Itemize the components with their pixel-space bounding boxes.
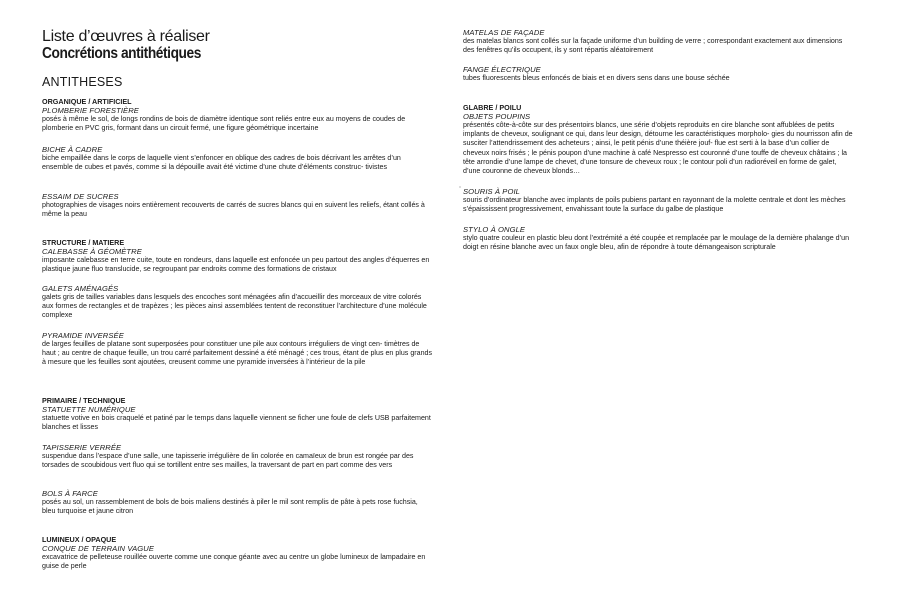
entry-title: ESSAIM DE SUCRES — [42, 192, 119, 201]
divider-mark — [459, 186, 461, 188]
category-heading: GLABRE / POILU — [463, 103, 522, 112]
entry — [42, 145, 432, 172]
page-title-line2: Concrétions antithétiques — [42, 45, 201, 62]
entry — [42, 535, 432, 571]
entry-body: des matelas blancs sont collés sur la façade uniforme d’un building de verre ; correspondant exactement aux dimensions des fenêtres qu’ils occupent, ils y sont répartis aléatoirement — [463, 37, 843, 55]
entry-title: CALEBASSE À GÉOMÈTRE — [42, 247, 142, 256]
entry-body: imposante calebasse en terre cuite, toute en rondeurs, dans laquelle est enfoncée un peu partout des angles d’équerres en plastique jaune fluo translucide, se regroupant par endroits comme des formations de cristaux — [42, 256, 430, 274]
entry-body: présentés côte-à-côte sur des présentoirs blancs, une série d’objets reproduits en cire blanche sont affublées de petits implants de cheveux, soulignant ce qui, dans leur design, détourne les caractéristiques morpholo- gies du nourrisson afin de susciter l’attendrissement des acheteurs ; ainsi, le petit pénis d’une théière jouf- flue est serti à la base d’un collier de cheveux noirs frisés ; le pénis poupon d’une machine à café Nespresso est couronné d’une touffe de cheveux châtains ; la tête arrondie d’une lampe de chevet, d’une tonsure de cheveux roux ; le contour poli d’un radioréveil en forme de galet, d’une couronne de cheveux blonds… — [463, 121, 853, 176]
entry — [42, 192, 432, 219]
entry-body: photographies de visages noirs entièrement recouverts de carrés de sucres blancs qui en suivent les reliefs, étant collés à même la peau — [42, 201, 425, 219]
entry — [42, 97, 432, 133]
entry-body: tubes fluorescents bleus enfoncés de biais et en divers sens dans une bouse séchée — [463, 74, 730, 82]
entry — [42, 489, 432, 516]
entry-body: suspendue dans l’espace d’une salle, une tapisserie irrégulière de lin colorée en camaïeux de brun est rongée par des torsades de scoubidous vert fluo qui se tortillent entre ses mailles, la traversant de part en part comme des vers — [42, 452, 414, 470]
entry — [42, 443, 432, 470]
entry — [42, 284, 432, 321]
entry-title: FANGE ÉLECTRIQUE — [463, 65, 541, 74]
entry-body: excavatrice de pelleteuse rouillée ouverte comme une conque géante avec au centre un globe lumineux de lampadaire en guise de perle — [42, 553, 426, 571]
entry-title: CONQUE DE TERRAIN VAGUE — [42, 544, 155, 553]
entry-title: MATELAS DE FAÇADE — [463, 28, 545, 37]
entry — [42, 238, 432, 274]
entry-body: galets gris de tailles variables dans lesquels des encoches sont ménagées afin d’accueillir des morceaux de vitre colorés aux formes de rectangles et de trapèzes ; les pièces ainsi assemblées tentent de reconstituer l’architecture d’une molécule complexe — [42, 293, 427, 320]
entry-title: PYRAMIDE INVERSÉE — [42, 331, 124, 340]
entry-body: posés à même le sol, de longs rondins de bois de diamètre identique sont reliés entre eux au moyens de coudes de plomberie en PVC gris, formant dans un circuit fermé, une figure géométrique incertaine — [42, 115, 406, 133]
page-title-line1: Liste d’œuvres à réaliser — [42, 28, 210, 45]
entry-title: PLOMBERIE FORESTIÈRE — [42, 106, 139, 115]
section-heading: ANTITHESES — [42, 75, 123, 89]
entry-title: STATUETTE NUMÉRIQUE — [42, 405, 136, 414]
entry — [463, 28, 855, 55]
entry-title: TAPISSERIE VERRÉE — [42, 443, 122, 452]
entry-title: BOLS À FARCE — [42, 489, 98, 498]
category-heading: LUMINEUX / OPAQUE — [42, 535, 117, 544]
category-heading: PRIMAIRE / TECHNIQUE — [42, 396, 126, 405]
entry-title: SOURIS À POIL — [463, 187, 521, 196]
entry-body: souris d’ordinateur blanche avec implants de poils pubiens partant en rayonnant de la molette centrale et dont les mèches s’épaississent progressivement, envahissant toute la surface du galbe de plastique — [463, 196, 846, 214]
entry-title: OBJETS POUPINS — [463, 112, 531, 121]
entry-body: posés au sol, un rassemblement de bols de bois maliens destinés à piler le mil sont remplis de pâte à pets rose fuchsia, bleu turquoise et jaune citron — [42, 498, 418, 516]
entry — [42, 396, 432, 432]
entry — [463, 225, 855, 252]
entry — [463, 103, 855, 176]
category-heading: STRUCTURE / MATIERE — [42, 238, 125, 247]
entry-body: statuette votive en bois craquelé et patiné par le temps dans laquelle viennent se ficher une foule de clefs USB parfaitement blanches et lisses — [42, 414, 431, 432]
entry-title: BICHE À CADRE — [42, 145, 103, 154]
entry — [463, 65, 855, 83]
category-heading: ORGANIQUE / ARTIFICIEL — [42, 97, 132, 106]
entry — [42, 331, 432, 368]
entry-body: stylo quatre couleur en plastic bleu dont l’extrémité a été coupée et remplacée par le moulage de la dernière phalange d’un doigt en résine blanche avec un faux ongle bleu, afin de répondre à toute démangeaison scripturale — [463, 234, 850, 252]
entry-body: biche empaillée dans le corps de laquelle vient s’enfoncer en oblique des cadres de bois décrivant les arrêtes d’un ensemble de cubes et pavés, comme si la dépouille avait été victime d’une chute d’éléments construc- tivistes — [42, 154, 401, 172]
entry-title: STYLO À ONGLE — [463, 225, 526, 234]
entry-body: de larges feuilles de platane sont superposées pour constituer une pile aux contours irréguliers de vingt cen- timètres de haut ; au centre de chaque feuille, un trou carré parfaitement dessiné a été ménagé ; ces trous, étant de plus en plus grands à mesure que les feuilles sont ajoutées, creusent comme une pyramide inversées à l’intérieur de la pile — [42, 340, 433, 367]
entry — [463, 187, 855, 214]
entry-title: GALETS AMÉNAGÉS — [42, 284, 119, 293]
